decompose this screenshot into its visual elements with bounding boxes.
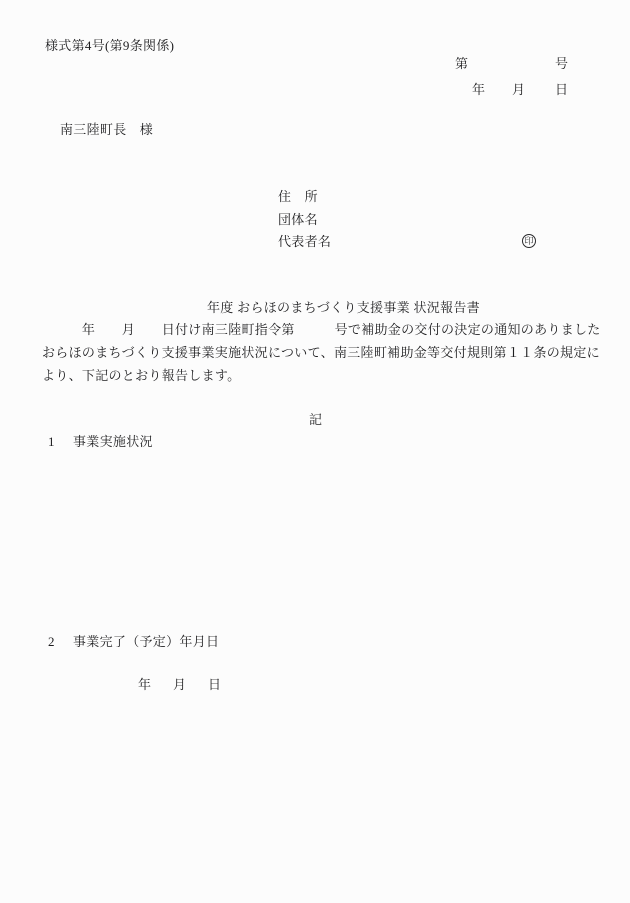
body-line-3: より、下記のとおり報告します。 <box>42 368 241 383</box>
body-line-2: おらほのまちづくり支援事業実施状況について、南三陸町補助金等交付規則第１１条の規定に <box>42 345 600 360</box>
section-2-label: 事業完了（予定）年月日 <box>73 634 220 649</box>
applicant-organization-label: 団体名 <box>278 212 318 227</box>
issue-date-month-label: 月 <box>512 82 526 97</box>
completion-date-year-label: 年 <box>138 677 152 692</box>
section-1-number: 1 <box>48 434 55 449</box>
issue-date-day-label: 日 <box>555 82 569 97</box>
completion-date-month-label: 月 <box>173 677 187 692</box>
section-2-number: 2 <box>48 634 55 649</box>
section-1-label: 事業実施状況 <box>73 434 153 449</box>
addressee: 南三陸町長 様 <box>60 122 154 137</box>
applicant-representative-label: 代表者名 <box>278 234 332 249</box>
issue-number-prefix: 第 <box>455 56 469 71</box>
seal-mark-icon <box>522 234 536 248</box>
issue-number-suffix: 号 <box>555 56 569 71</box>
seal-mark-char: 印 <box>524 235 534 246</box>
document-title: 年度 おらほのまちづくり支援事業 状況報告書 <box>207 300 480 315</box>
form-number-label: 様式第4号(第9条関係) <box>45 38 175 53</box>
issue-date-year-label: 年 <box>472 82 486 97</box>
applicant-address-label: 住 所 <box>278 189 318 204</box>
completion-date-day-label: 日 <box>208 677 222 692</box>
record-marker: 記 <box>309 412 323 427</box>
body-line-1: 年 月 日付け南三陸町指令第 号で補助金の交付の決定の通知のありました <box>42 322 601 337</box>
